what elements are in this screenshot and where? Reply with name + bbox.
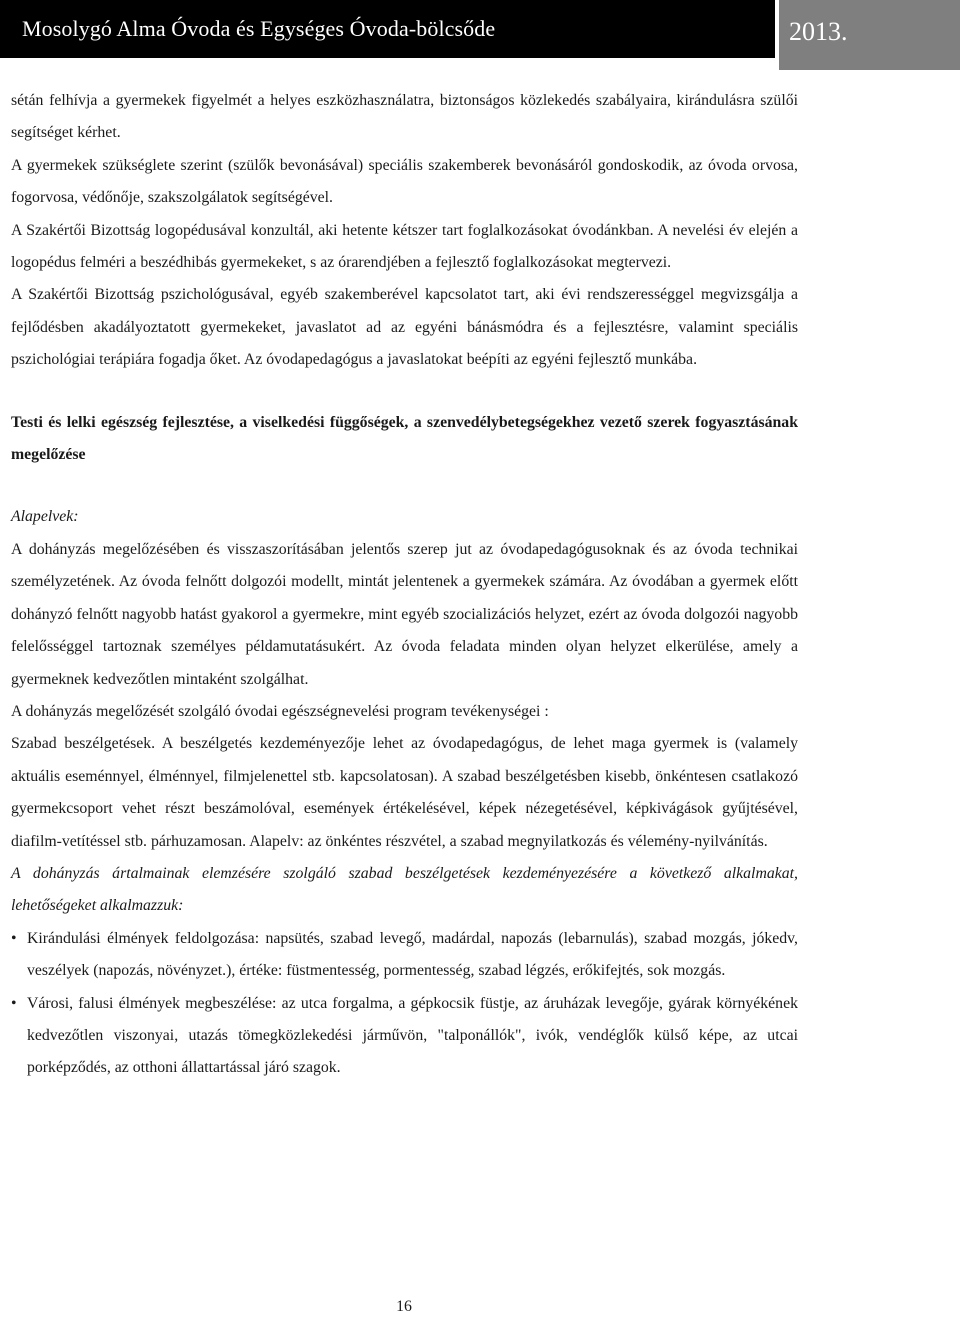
page-number: 16 bbox=[396, 1298, 412, 1315]
paragraph-specialists: A gyermekek szükséglete szerint (szülők bevonásával) speciális szakemberek bevonásáról gondoskodik, az óvoda orvosa, fogorvosa, védőnője, szakszolgálatok segítségével. bbox=[11, 156, 798, 207]
list-item-text: Városi, falusi élmények megbeszélése: az utca forgalma, a gépkocsik füstje, az áruházak levegője, gyárak környékének kedvezőtlen viszonyai, utazás tömegközlekedési járművön, "talponállók", ivók, vendéglők külső képe, az utcai porképződés, az otthoni állattartással járó szagok. bbox=[27, 994, 798, 1077]
spacer bbox=[11, 471, 798, 501]
spacer bbox=[11, 377, 798, 407]
paragraph-speech-therapist: A Szakértői Bizottság logopédusával konzultál, aki hetente kétszer tart foglalkozásokat óvodánkban. A nevelési év elején a logopédus felméri a beszédhibás gyermekeket, s az órarendjében a fejlesztő foglalkozásokat megtervezi. bbox=[11, 221, 798, 272]
paragraph-program-activities: A dohányzás megelőzését szolgáló óvodai egészségnevelési program tevékenységei : bbox=[11, 702, 549, 720]
paragraph-italic-intro: A dohányzás ártalmainak elemzésére szolgáló szabad beszélgetések kezdeményezésére a következő alkalmakat, lehetőségeket alkalmazzuk: bbox=[11, 864, 798, 915]
section-heading: Testi és lelki egészség fejlesztése, a viselkedési függőségek, a szenvedélybetegségekhez vezető szerek fogyasztásának megelőzése bbox=[11, 413, 798, 464]
list-item-text: Kirándulási élmények feldolgozása: napsütés, szabad levegő, madárdal, napozás (lebarnulás), szabad mozgás, jókedv, veszélyek (napozás, növényzet.), értéke: füstmentesség, pormentesség, szabad légzés, erőkifejtés, sok mozgás. bbox=[27, 929, 798, 980]
list-item bbox=[11, 988, 798, 1085]
header-year: 2013. bbox=[779, 0, 960, 70]
paragraph-psychologist: A Szakértői Bizottság pszichológusával, egyéb szakemberével kapcsolatot tart, aki évi rendszerességgel megvizsgálja a fejlődésben akadályoztatott gyermekeket, javaslatot ad az egyéni bánásmódra és a fejlesztésre, valamint speciális pszichológiai terápiára fogadja őket. Az óvodapedagógus a javaslatokat beépíti az egyéni fejlesztő munkába. bbox=[11, 286, 798, 369]
paragraph-smoking-prevention: A dohányzás megelőzésében és visszaszorításában jelentős szerep jut az óvodapedagógusoknak és az óvoda technikai személyzetének. Az óvoda felnőtt dolgozói modellt, mintát jelentenek a gyermekek számára. Az óvodában a gyermek előtt dohányzó felnőtt nagyobb hatást gyakorol a gyermekre, mint egyéb szocializációs helyzet, ezért az óvoda dolgozói nagyobb felelősséggel tartoznak személyes példamutatásukért. Az óvoda feladata minden olyan helyzet elkerülése, amely a gyermeknek kedvezőtlen mintaként szolgálhat. bbox=[11, 540, 798, 688]
subheading-principles: Alapelvek: bbox=[11, 508, 79, 526]
bullet-icon: • bbox=[11, 929, 17, 947]
bullet-icon: • bbox=[11, 994, 17, 1012]
list-item bbox=[11, 923, 798, 988]
page-header bbox=[0, 0, 960, 70]
document-body bbox=[11, 85, 798, 1085]
header-title: Mosolygó Alma Óvoda és Egységes Óvoda-bölcsőde bbox=[0, 0, 775, 58]
paragraph-free-conversations: Szabad beszélgetések. A beszélgetés kezdeményezője lehet az óvodapedagógus, de lehet maga gyermek is (valamely aktuális eseménnyel, élménnyel, filmjelenettel stb. kapcsolatosan). A szabad beszélgetésben kisebb, önkéntesen csatlakozó gyermekcsoport vehet részt beszámolóval, események értékelésével, képek nézegetésével, képkivágások gyűjtésével, diafilm-vetítéssel stb. párhuzamosan. Alapelv: az önkéntes részvétel, a szabad megnyilatkozás és vélemény-nyilvánítás. bbox=[11, 735, 798, 850]
paragraph-safety: sétán felhívja a gyermekek figyelmét a helyes eszközhasználatra, biztonságos közlekedés szabályaira, kirándulásra szülői segítséget kérhet. bbox=[11, 92, 798, 142]
